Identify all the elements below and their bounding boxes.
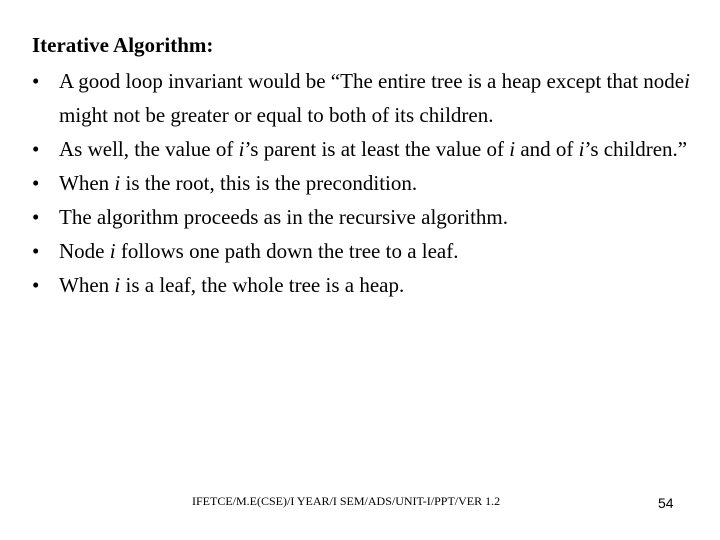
bullet-item [32, 268, 692, 302]
bullet-text: follows one path down the tree to a leaf. [115, 239, 459, 263]
bullet-item [32, 166, 692, 200]
bullet-variable-text: i [509, 137, 516, 161]
bullet-text: and of [515, 137, 579, 161]
bullet-text: is a leaf, the whole tree is a heap. [120, 273, 405, 297]
bullet-text: A good loop invariant would be “The entire tree is a heap except that node [59, 69, 685, 93]
bullet-text: When [59, 273, 115, 297]
bullet-text: is the root, this is the precondition. [120, 171, 418, 195]
bullet-variable-text: i [109, 239, 116, 263]
slide-heading: Iterative Algorithm: [32, 33, 214, 57]
slide-footer: IFETCE/M.E(CSE)/I YEAR/I SEM/ADS/UNIT-I/PPT/VER 1.2 [192, 494, 501, 508]
bullet-text: ’s parent is at least the value of [244, 137, 510, 161]
bullet-text: When [59, 171, 115, 195]
bullet-variable-text: i [114, 273, 121, 297]
bullet-variable-text: i [578, 137, 585, 161]
bullet-variable-text: i [238, 137, 245, 161]
bullet-text: ’s children.” [584, 137, 688, 161]
bullet-variable-text: i [684, 69, 690, 93]
bullet-text: As well, the value of [59, 137, 239, 161]
page-number: 54 [658, 495, 674, 511]
bullet-item [32, 132, 692, 166]
bullet-item [32, 64, 692, 132]
bullet-text: might not be greater or equal to both of its children. [59, 103, 494, 127]
bullet-list [32, 64, 692, 302]
bullet-item [32, 200, 692, 234]
bullet-variable-text: i [114, 171, 121, 195]
bullet-text: The algorithm proceeds as in the recursive algorithm. [59, 205, 509, 229]
bullet-text: Node [59, 239, 110, 263]
bullet-item [32, 234, 692, 268]
